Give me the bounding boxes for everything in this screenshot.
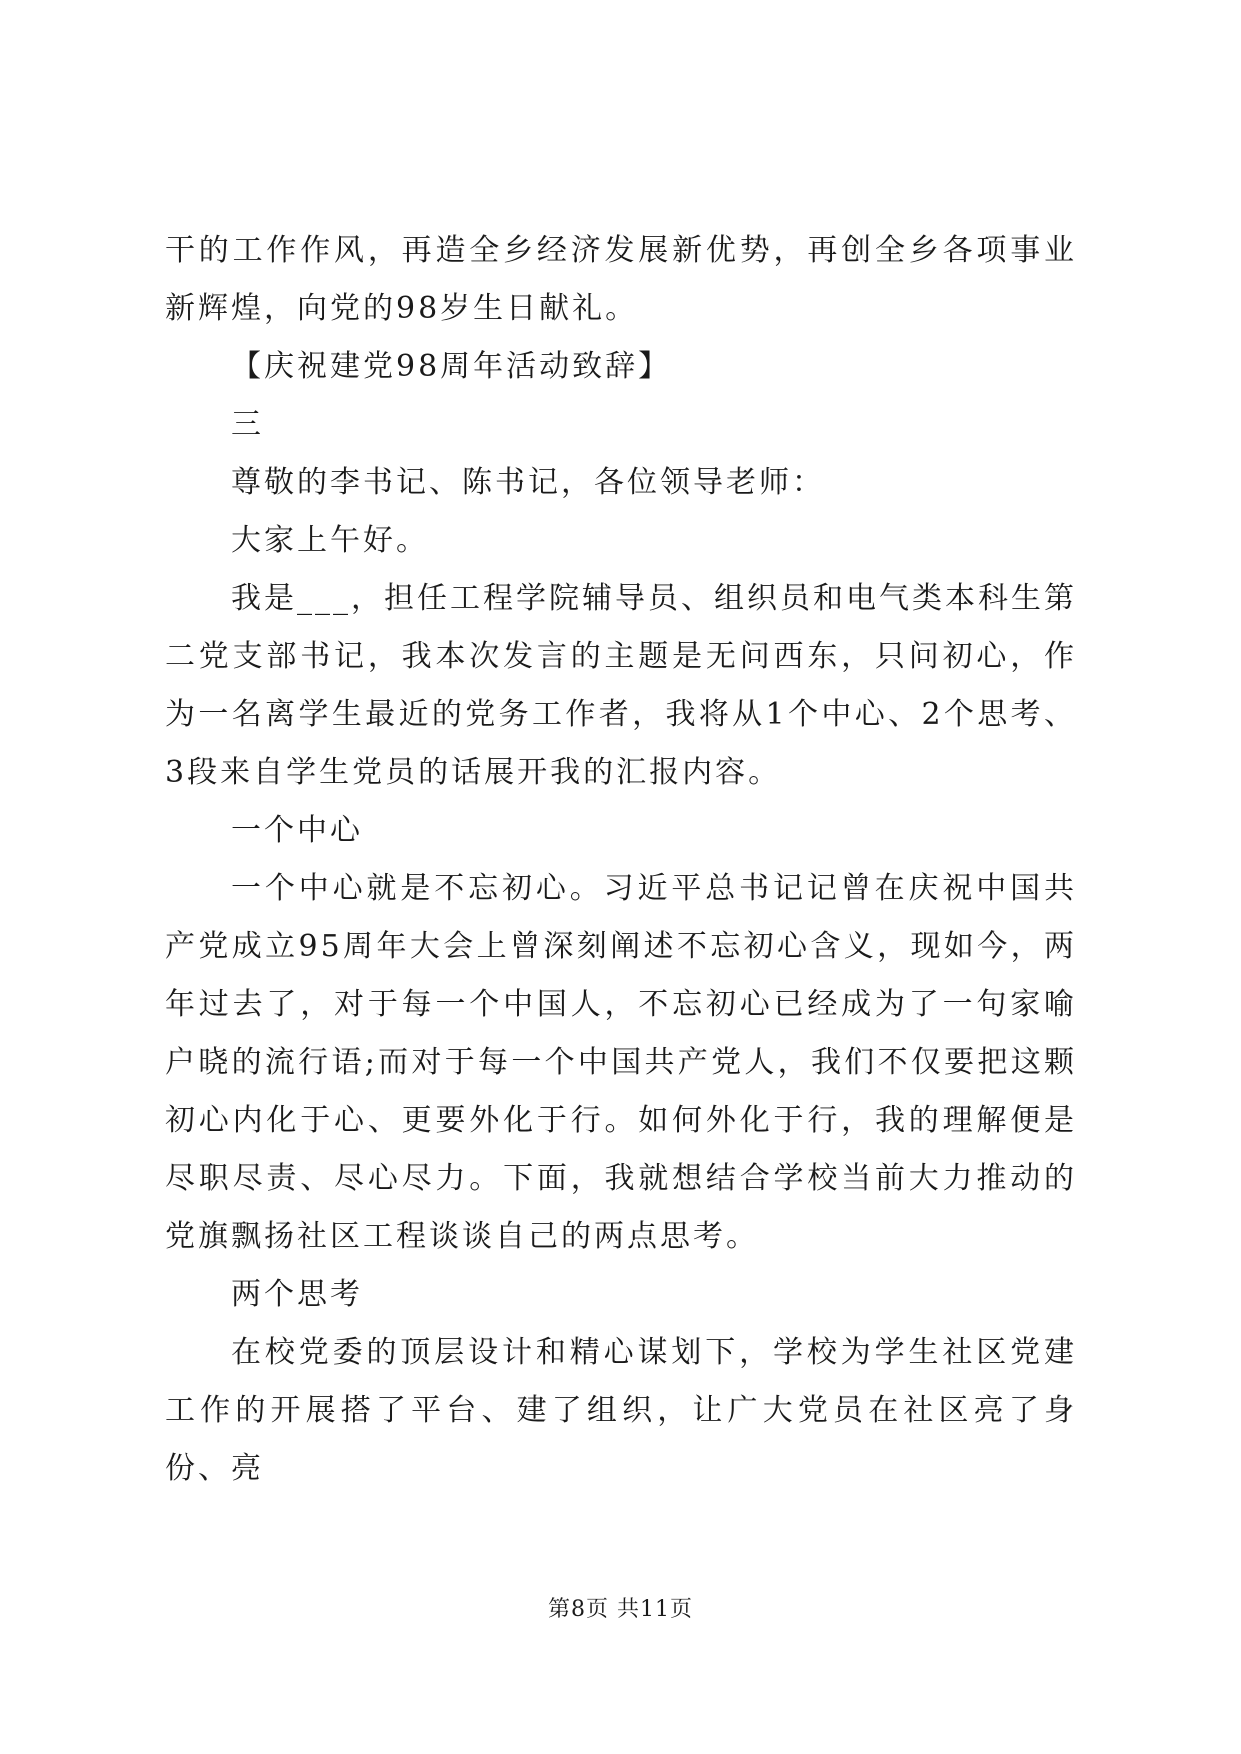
page-number-label: 第8页 共11页 — [548, 1597, 693, 1622]
document-body — [165, 222, 1077, 1498]
section-title: 【庆祝建党98周年活动致辞】 — [231, 349, 672, 384]
subheading: 两个思考 — [231, 1277, 363, 1312]
greeting: 大家上午好。 — [231, 523, 429, 558]
salutation: 尊敬的李书记、陈书记，各位领导老师： — [231, 465, 825, 500]
paragraph: 在校党委的顶层设计和精心谋划下，学校为学生社区党建工作的开展搭了平台、建了组织，让广大党员在社区亮了身份、亮 — [165, 1335, 1077, 1486]
paragraph: 干的工作作风，再造全乡经济发展新优势，再创全乡各项事业新辉煌，向党的98岁生日献礼。 — [165, 233, 1077, 326]
paragraph: 我是___，担任工程学院辅导员、组织员和电气类本科生第二党支部书记，我本次发言的主题是无问西东，只问初心，作为一名离学生最近的党务工作者，我将从1个中心、2个思考、3段来自学生党员的话展开我的汇报内容。 — [165, 581, 1077, 790]
subheading: 一个中心 — [231, 813, 363, 848]
section-number: 三 — [231, 407, 264, 442]
page-footer — [0, 1592, 1241, 1623]
paragraph: 一个中心就是不忘初心。习近平总书记记曾在庆祝中国共产党成立95周年大会上曾深刻阐述不忘初心含义，现如今，两年过去了，对于每一个中国人，不忘初心已经成为了一句家喻户晓的流行语;而对于每一个中国共产党人，我们不仅要把这颗初心内化于心、更要外化于行。如何外化于行，我的理解便是尽职尽责、尽心尽力。下面，我就想结合学校当前大力推动的党旗飘扬社区工程谈谈自己的两点思考。 — [165, 871, 1077, 1254]
